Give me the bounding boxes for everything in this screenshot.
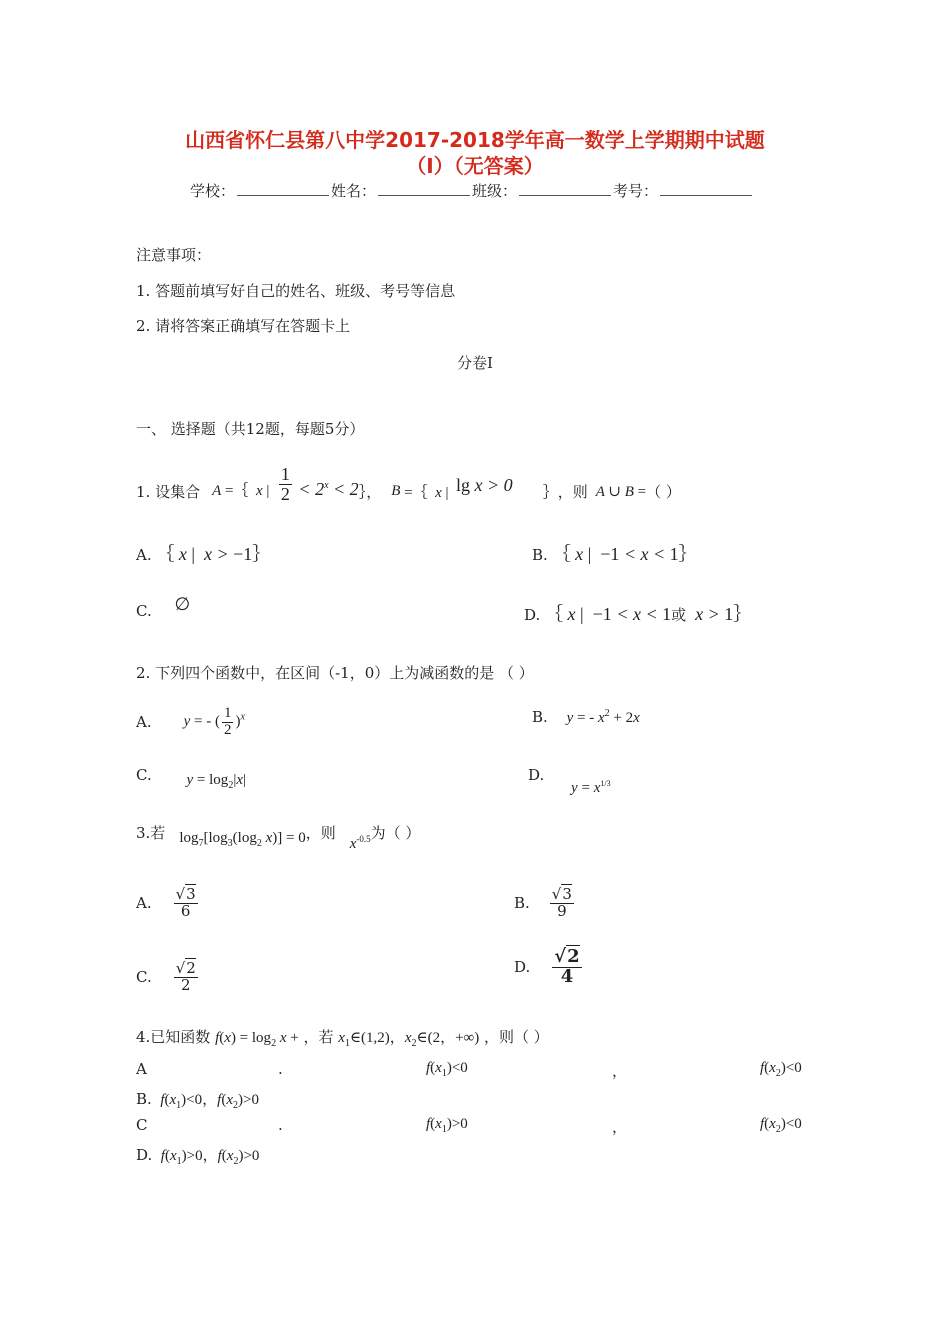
q3-option-d-value: $\frac{√2}{4}$ (554, 945, 580, 987)
q3-option-b (514, 880, 576, 926)
q3-option-c (136, 954, 200, 1000)
q3-then: ，则 (305, 823, 336, 842)
question-3 (136, 820, 420, 856)
q1-set-a-def: =｛ x | $\frac{1}{2}$ < $2^x < 2$ (225, 463, 359, 504)
q3-option-a (136, 880, 200, 926)
q4-function: $f(x) = \log_2 x$ + (215, 1030, 299, 1049)
q2-option-c-label: C. (136, 766, 152, 784)
q3-stem-suffix: 为（ ） (370, 823, 421, 842)
question-4 (136, 1026, 549, 1047)
q4-option-c-part2: $f(x_2)<0$ (760, 1116, 802, 1135)
q2-option-b (532, 708, 640, 727)
q1-set-b-close: ｝ (542, 482, 558, 501)
section-title: 分卷I (457, 354, 493, 372)
q1-set-b-def: =｛ x | lg x > 0 (404, 474, 513, 501)
q3-option-c-value: $\frac{√2}{2}$ (175, 958, 196, 994)
q3-option-a-value: $\frac{√3}{6}$ (175, 884, 196, 920)
q4-option-a-label: A (136, 1060, 147, 1078)
q4-option-d (136, 1144, 259, 1165)
q1-option-b-label: B. (532, 546, 548, 564)
q4-stem-mid: ，若 (303, 1028, 334, 1046)
q2-stem: 2. 下列四个函数中，在区间（-1，0）上为减函数的是 （ ） (136, 664, 534, 682)
q2-option-a-formula: y = - ( $\frac{1}{2}$ )$^x$ (183, 704, 245, 738)
page-title: 山西省怀仁县第八中学2017-2018学年高一数学上学期期中试题 (185, 128, 765, 152)
field-number-label: 考号： (613, 182, 659, 200)
q4-option-b (136, 1088, 259, 1109)
field-school-blank (237, 181, 329, 196)
q1-option-a-content: ｛ x | x > −1｝ (156, 544, 271, 564)
q3-option-d-label: D. (514, 958, 531, 976)
q2-option-a (136, 700, 245, 744)
q4-option-b-label: B. (136, 1090, 152, 1108)
q1-set-a: A (212, 482, 222, 499)
q3-equation: $\log_7[\log_3(\log_2$ x)] = 0 (179, 829, 306, 849)
q1-option-d-label: D. (524, 606, 541, 624)
q2-option-d-label: D. (528, 766, 545, 784)
q4-option-a-part2: $f(x_2)<0$ (760, 1060, 802, 1079)
field-class-blank (519, 181, 611, 196)
q2-option-d-formula: $y = x^{1/3}$ (571, 779, 611, 796)
field-class-label: 班级： (472, 182, 518, 200)
q1-option-b (532, 540, 697, 566)
q1-option-c (136, 594, 191, 621)
q1-union: A ∪ B = (595, 483, 647, 500)
q4-option-c-comma: ， (612, 1118, 628, 1136)
q2-option-c (136, 766, 247, 791)
student-info-fields (190, 180, 754, 201)
q4-option-d-label: D. (136, 1146, 153, 1164)
q4-condition: $x_1\in(1,2)$，$x_2\in(2$，+∞) (338, 1030, 480, 1049)
q2-option-b-formula: y = - $x^2 + 2x$ (566, 708, 640, 726)
q3-option-b-value: $\frac{√3}{9}$ (551, 884, 572, 920)
q4-option-b-formula: $f(x_1)<0$，$f(x_2)>0$ (156, 1092, 259, 1111)
q4-stem-prefix: 4.已知函数 (136, 1028, 211, 1046)
part-heading: 一、 选择题（共12题，每题5分） (136, 420, 365, 438)
q1-option-d: D. ｛ x | −1 < x < 1或 x > 1｝ (524, 604, 752, 624)
q2-option-a-label: A. (136, 713, 152, 731)
q4-option-a-part1: $f(x_1)<0$ (426, 1060, 468, 1079)
field-number-blank (660, 181, 752, 196)
q3-option-a-label: A. (136, 894, 152, 912)
q1-set-a-close: ｝， (358, 482, 382, 501)
question-1 (136, 456, 681, 526)
field-name-blank (378, 181, 470, 196)
q1-set-b: B (391, 482, 401, 499)
field-school-label: 学校： (190, 182, 236, 200)
q4-then: ，则（ ） (484, 1028, 549, 1046)
q3-option-d (514, 942, 584, 992)
q4-option-a-comma: ， (612, 1062, 628, 1080)
q4-option-c-label: C (136, 1116, 148, 1134)
empty-set-symbol: ∅ (174, 594, 191, 615)
q1-option-c-label: C. (136, 602, 152, 620)
q1-option-d-content: ｛ x | −1 < x < 1 (545, 604, 672, 624)
q3-option-b-label: B. (514, 894, 530, 912)
q1-option-b-content: ｛ x | −1 < x < 1｝ (552, 544, 697, 564)
q1-option-a-label: A. (136, 546, 152, 564)
q3-option-c-label: C. (136, 968, 152, 986)
notice-item-2: 2. 请将答案正确填写在答题卡上 (136, 317, 351, 335)
q1-option-d-or: 或 (671, 606, 687, 624)
q2-option-d (528, 766, 611, 796)
q3-expression: $x^{-0.5}$ (349, 833, 371, 852)
q4-option-a-dot: . (278, 1060, 283, 1078)
notice-item-1: 1. 答题前填写好自己的姓名、班级、考号等信息 (136, 282, 456, 300)
q4-option-c-dot: . (278, 1116, 283, 1134)
q2-option-c-formula: $y = \log_2|x|$ (186, 772, 247, 791)
q3-stem-prefix: 3.若 (136, 823, 166, 842)
notice-heading: 注意事项： (136, 246, 212, 264)
q1-stem: 1. 设集合 (136, 482, 201, 501)
q1-answer-blank: （ ） (646, 482, 681, 501)
q1-then: ，则 (557, 482, 588, 501)
q2-option-b-label: B. (532, 708, 548, 726)
field-name-label: 姓名： (331, 182, 377, 200)
q4-option-c-part1: $f(x_1)>0$ (426, 1116, 468, 1135)
q1-option-a (136, 540, 270, 566)
q4-option-d-formula: $f(x_1)>0$，$f(x_2)>0$ (157, 1148, 260, 1167)
page-subtitle: （Ⅰ）（无答案） (406, 154, 544, 178)
